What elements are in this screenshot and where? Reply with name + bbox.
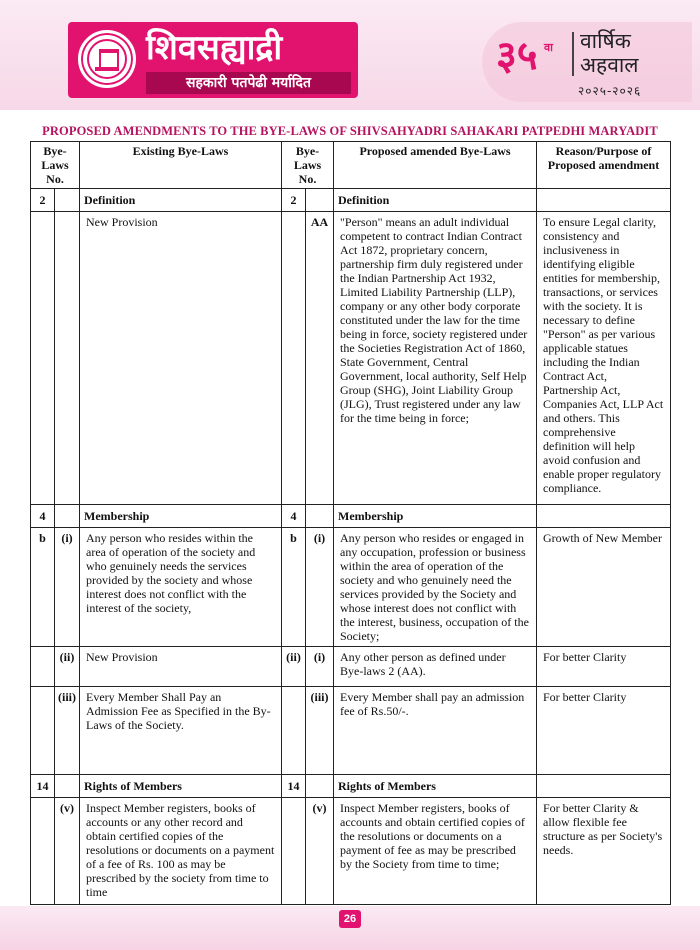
society-logo: [68, 22, 358, 98]
sub-clause: (iii): [306, 687, 334, 775]
society-seal-icon: [78, 30, 136, 88]
col-header-existing: Existing Bye-Laws: [80, 142, 282, 189]
bye-law-number: 2: [282, 189, 306, 212]
sub-clause: (ii): [55, 647, 80, 687]
col-header-reason: Reason/Purpose of Proposed amendment: [537, 142, 671, 189]
bye-law-number: 4: [282, 505, 306, 528]
report-year: २०२५-२०२६: [578, 84, 642, 98]
sub-clause: AA: [306, 212, 334, 505]
existing-text: Every Member Shall Pay an Admission Fee as Specified in the By-Laws of the Society.: [80, 687, 282, 775]
amendments-table: [30, 141, 671, 905]
page-footer: [0, 906, 700, 950]
sub-clause: (i): [306, 528, 334, 647]
sub-clause: (i): [306, 647, 334, 687]
report-label: अहवाल: [580, 53, 639, 77]
sub-clause: (v): [306, 798, 334, 905]
badge-divider: [572, 32, 574, 76]
reason-text: For better Clarity: [537, 647, 671, 687]
existing-text: New Provision: [80, 647, 282, 687]
bye-law-number: 14: [282, 775, 306, 798]
table-row: [31, 189, 671, 212]
section-title: Membership: [334, 505, 537, 528]
col-header-bye-laws-no: Bye-Laws No.: [31, 142, 80, 189]
page-number: 26: [339, 910, 361, 928]
section-title: Definition: [334, 189, 537, 212]
table-row: [31, 798, 671, 905]
col-header-bye-laws-no-2: Bye-Laws No.: [282, 142, 334, 189]
annual-report-badge: [482, 22, 692, 102]
sub-clause: (v): [55, 798, 80, 905]
table-row: [31, 775, 671, 798]
section-title: Membership: [80, 505, 282, 528]
reason-text: To ensure Legal clarity, consistency and inclusiveness in identifying eligible entities for membership, transactions, or services with the society. It is necessary to define "Person" as per various applicable statues including the Indian Contract Act, Partnership Act, Companies Act, LLP Act and others. This comprehensive definition will help avoid confusion and enable proper regulatory compliance.: [537, 212, 671, 505]
table-header-row: [31, 142, 671, 189]
table-row: [31, 647, 671, 687]
reason-text: For better Clarity: [537, 687, 671, 775]
reason-text: Growth of New Member: [537, 528, 671, 647]
society-subtitle: सहकारी पतपेढी मर्यादित: [146, 72, 351, 94]
col-header-proposed: Proposed amended Bye-Laws: [334, 142, 537, 189]
anniversary-number: ३५: [496, 33, 538, 79]
existing-text: New Provision: [80, 212, 282, 505]
existing-text: Any person who resides within the area of operation of the society and who genuinely needs the services provided by the society and whose interest does not conflict with the interest of the society,: [80, 528, 282, 647]
proposed-text: "Person" means an adult individual competent to contract Indian Contract Act 1872, proprietary concern, partnership firm duly registered under the Indian Partnership Act 1932, Limited Liability Partnership (LLP), company or any other body corporate constituted under the law for the time being in force, society registered under the Societies Registration Act of 1860, State Government, Central Government, local authority, Self Help Group (SHG), Joint Liability Group (JLG), Trust registered under any law for the time being in force;: [334, 212, 537, 505]
proposed-text: Inspect Member registers, books of accounts and obtain certified copies of the resolutions or documents on a payment of fee as may be prescribed by the Society from time to time;: [334, 798, 537, 905]
section-title: Rights of Members: [334, 775, 537, 798]
proposed-text: Every Member shall pay an admission fee of Rs.50/-.: [334, 687, 537, 775]
proposed-text: Any other person as defined under Bye-laws 2 (AA).: [334, 647, 537, 687]
sub-clause: (iii): [55, 687, 80, 775]
bye-law-number: b: [282, 528, 306, 647]
table-row: [31, 505, 671, 528]
sub-clause: (i): [55, 528, 80, 647]
sub-clause: [55, 212, 80, 505]
bye-law-number: 4: [31, 505, 55, 528]
bye-law-number: 2: [31, 189, 55, 212]
table-row: [31, 528, 671, 647]
proposed-text: Any person who resides or engaged in any occupation, profession or business within the area of operation of the society and who genuinely need the services provided by the Society and whose interest does not conflict with the interest, business, occupation of the Society;: [334, 528, 537, 647]
bye-law-number: (ii): [282, 647, 306, 687]
table-row: [31, 212, 671, 505]
section-title: Rights of Members: [80, 775, 282, 798]
reason-text: For better Clarity & allow flexible fee structure as per Society's needs.: [537, 798, 671, 905]
annual-label: वार्षिक: [580, 29, 631, 53]
bye-law-number: b: [31, 528, 55, 647]
society-name: शिवसह्याद्री: [146, 28, 283, 68]
section-title: Definition: [80, 189, 282, 212]
table-row: [31, 687, 671, 775]
anniversary-suffix: वा: [544, 41, 553, 54]
bye-law-number: [282, 212, 306, 505]
page-header: [0, 0, 700, 110]
document-title: PROPOSED AMENDMENTS TO THE BYE-LAWS OF SHIVSAHYADRI SAHAKARI PATPEDHI MARYADIT: [42, 124, 658, 138]
existing-text: Inspect Member registers, books of accounts or any other record and obtain certified copies of the resolutions or documents on a payment of a fee of Rs. 100 as may be prescribed by the society from time to time: [80, 798, 282, 905]
bye-law-number: 14: [31, 775, 55, 798]
